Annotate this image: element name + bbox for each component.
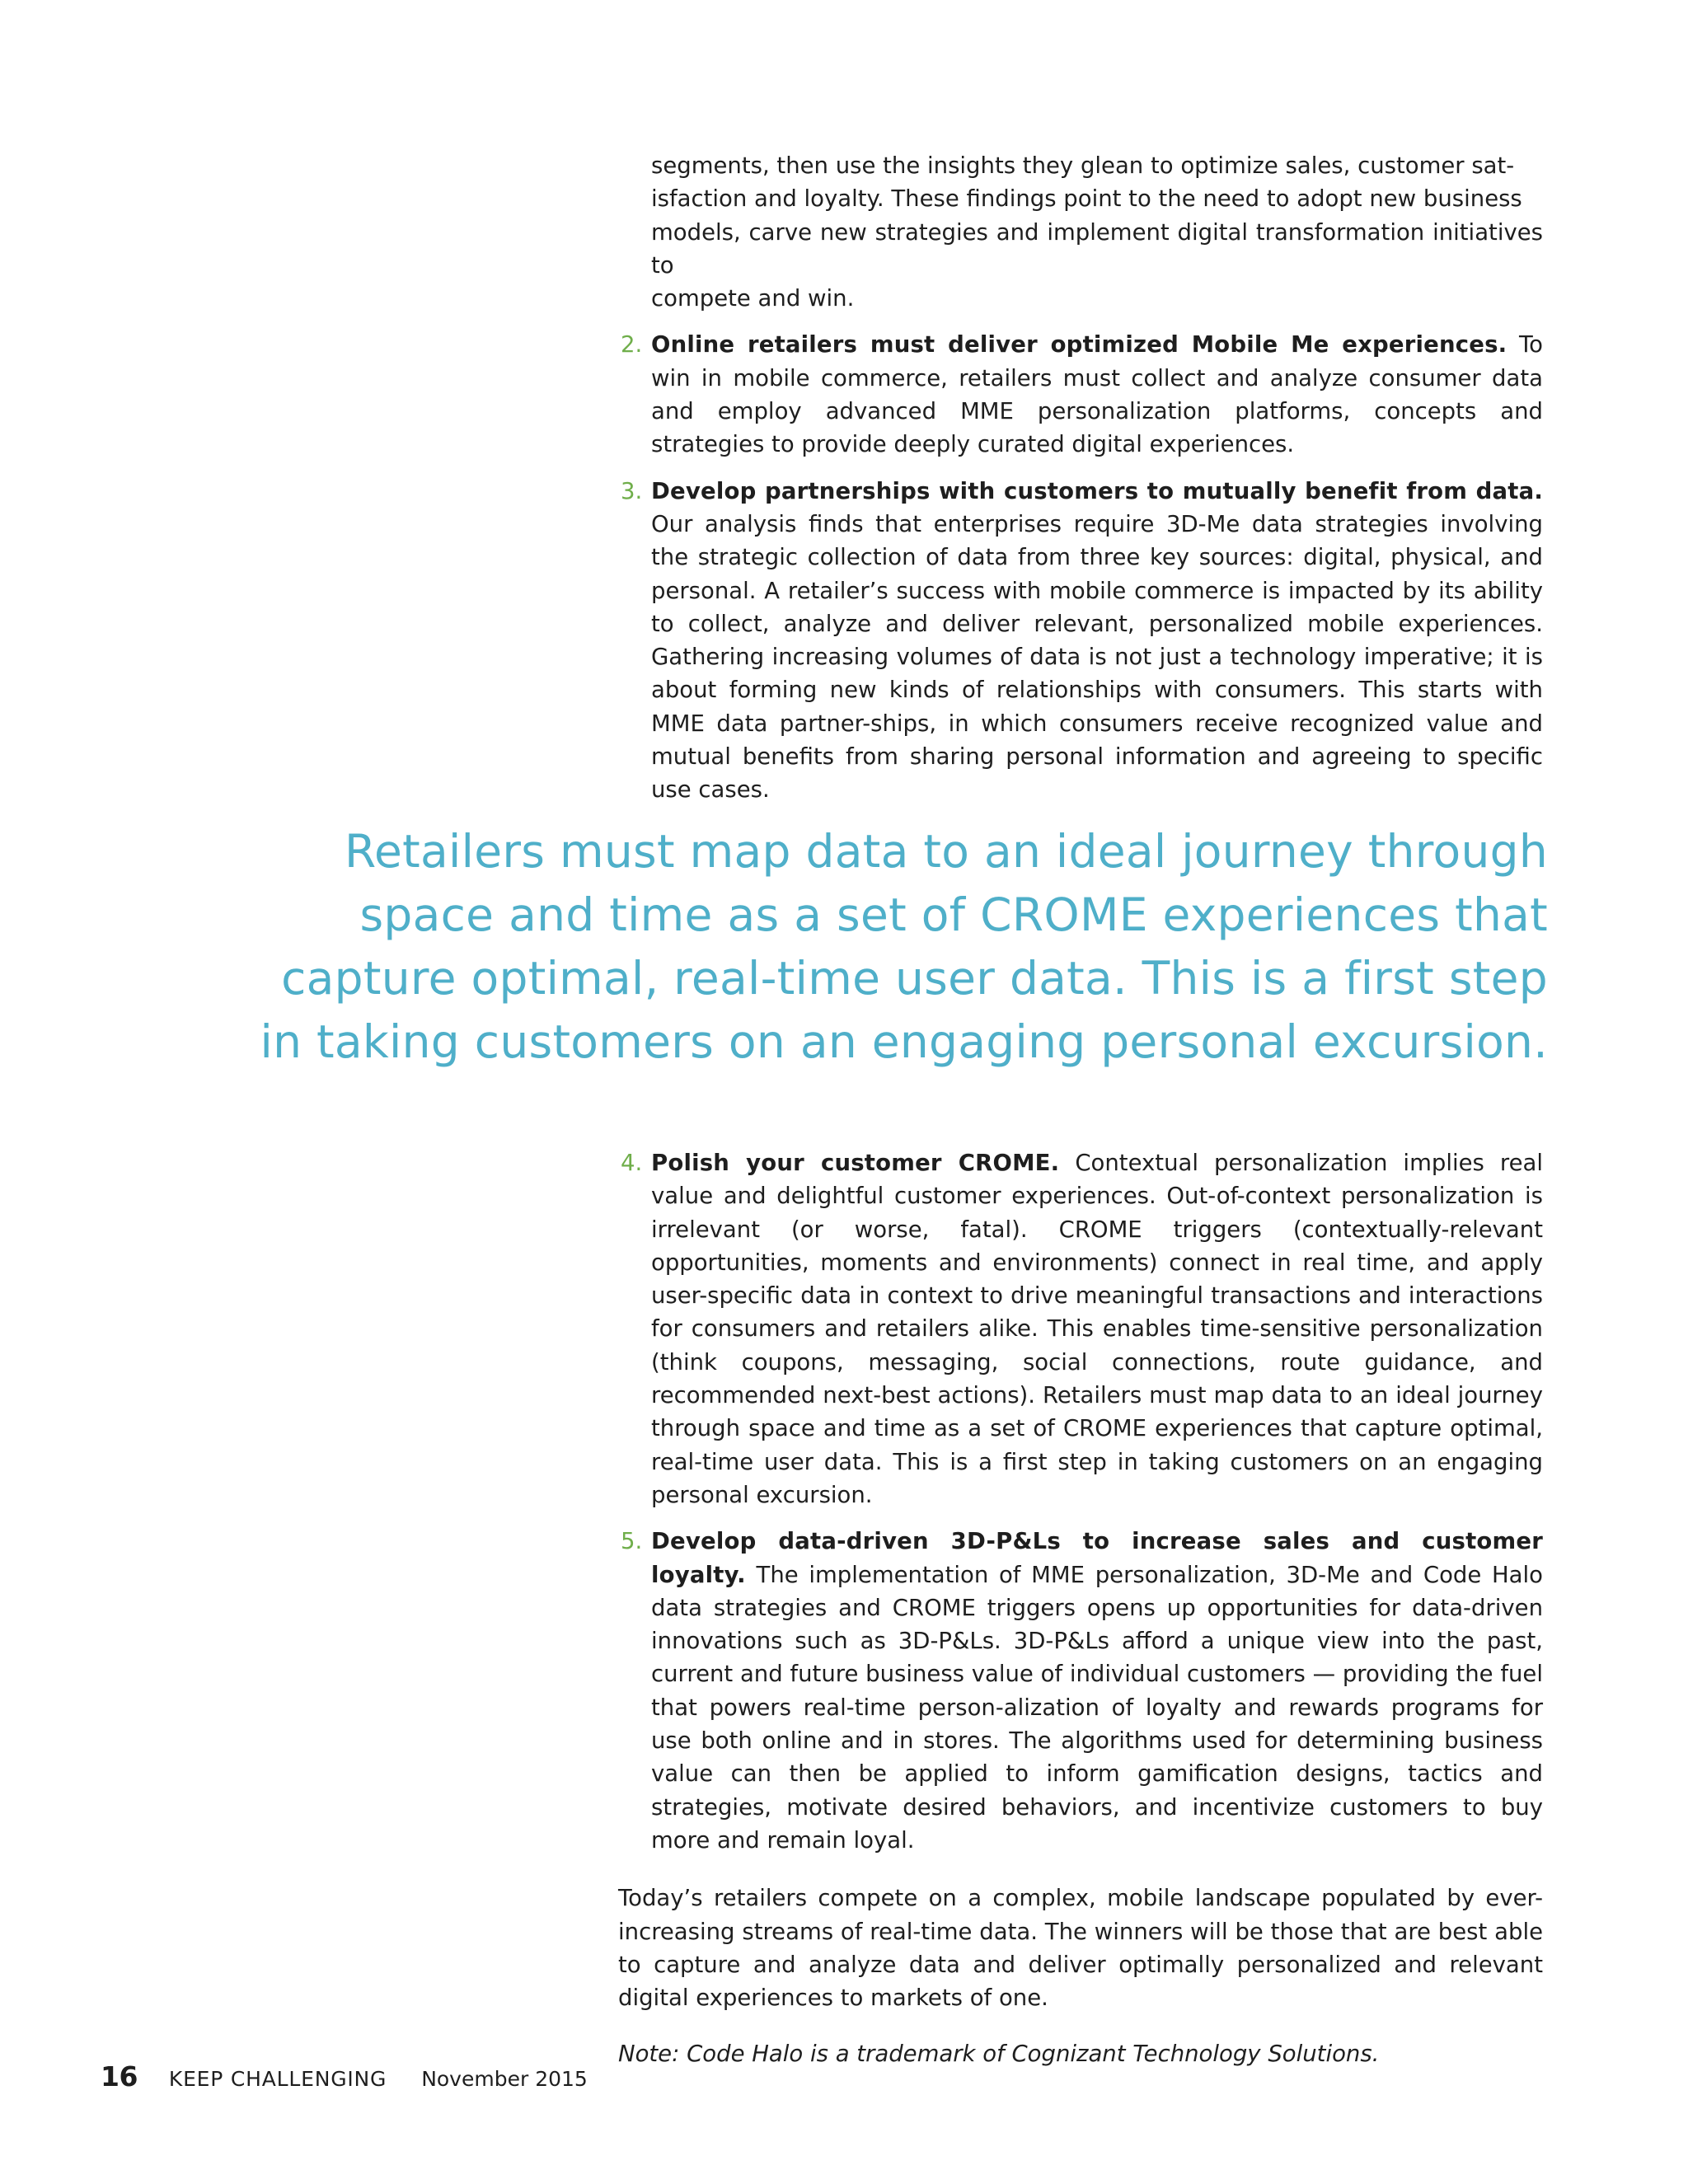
body-column-bottom [618,1146,1543,2071]
continued-paragraph [618,149,1543,315]
list-item-text: The implementation of MME personalization, 3D-Me and Code Halo data strategies and CROME triggers opens up opportunities for data-driven innovations such as 3D-P&Ls. 3D-P&Ls afford a unique view into the past, current and future business value of individual customers — providing the fuel that powers real-time person-alization of loyalty and rewards programs for use both online and in stores. The algorithms used for determining business value can then be applied to inform gamification designs, tactics and strategies, motivate desired behaviors, and incentivize customers to buy more and remain loyal. [651,1561,1543,1854]
list-item-2 [618,328,1543,461]
list-number: 3. [621,477,643,504]
list-item-heading: Online retailers must deliver optimized Mobile Me experiences. [651,331,1507,359]
list-item-text: To win in mobile commerce, retailers must collect and analyze consumer data and employ advanced MME personalization platforms, concepts and strategies to provide deeply curated digital experiences. [651,331,1543,458]
list-item-3 [618,475,1543,807]
issue-date: November 2015 [421,2067,588,2091]
continued-line: compete and win. [651,285,855,312]
continued-line: segments, then use the insights they glean to optimize sales, customer sat- [651,152,1515,179]
closing-paragraph: Today’s retailers compete on a complex, mobile landscape populated by ever-increasing streams of real-time data. The winners will be those that are best able to capture and analyze data and deliver optimally personalized and relevant digital experiences to markets of one. [618,1885,1543,2012]
pull-quote-line: space and time as a set of CROME experiences that [359,888,1548,941]
list-item-text: Our analysis finds that enterprises require 3D-Me data strategies involving the strategic collection of data from three key sources: digital, physical, and personal. A retailer’s success with mobile commerce is impacted by its ability to collect, analyze and deliver relevant, personalized mobile experiences. Gathering increasing volumes of data is not just a technology imperative; it is about forming new kinds of relationships with consumers. This starts with MME data partner-ships, in which consumers receive recognized value and mutual benefits from sharing personal information and agreeing to specific use cases. [651,510,1543,804]
list-item-5 [618,1525,1543,1857]
pull-quote [130,820,1548,1074]
page-footer [101,2060,588,2096]
list-number: 4. [621,1150,643,1176]
pull-quote-line: in taking customers on an engaging personal excursion. [260,1015,1548,1068]
continued-line: isfaction and loyalty. These findings point to the need to adopt new business [651,185,1522,213]
list-number: 5. [621,1528,643,1555]
trademark-note: Note: Code Halo is a trademark of Cognizant Technology Solutions. [618,2041,1380,2068]
list-item-text: Contextual personalization implies real value and delightful customer experiences. Out-of-context personalization is irrelevant (or worse, fatal). CROME triggers (contextually-relevant opportunities, moments and environments) connect in real time, and apply user-specific data in context to drive meaningful transactions and interactions for consumers and retailers alike. This enables time-sensitive personalization (think coupons, messaging, social connections, route guidance, and recommended next-best actions). Retailers must map data to an ideal journey through space and time as a set of CROME experiences that capture optimal, real-time user data. This is a first step in taking customers on an engaging personal excursion. [651,1150,1543,1508]
list-item-heading: Develop partnerships with customers to mutually benefit from data. [651,477,1543,504]
list-item-heading: Polish your customer CROME. [651,1150,1060,1176]
publication-name: KEEP CHALLENGING [168,2067,387,2091]
page-number: 16 [101,2060,138,2093]
list-number: 2. [621,331,643,359]
continued-line: models, carve new strategies and implement digital transformation initiatives to [651,218,1543,279]
list-item-heading: Develop data-driven 3D-P&Ls to increase sales and customer loyalty. [651,1528,1543,1588]
body-column-top [618,149,1543,807]
pull-quote-line: capture optimal, real-time user data. This is a first step [281,952,1548,1005]
list-item-4 [618,1146,1543,1511]
pull-quote-line: Retailers must map data to an ideal journey through [345,825,1548,878]
